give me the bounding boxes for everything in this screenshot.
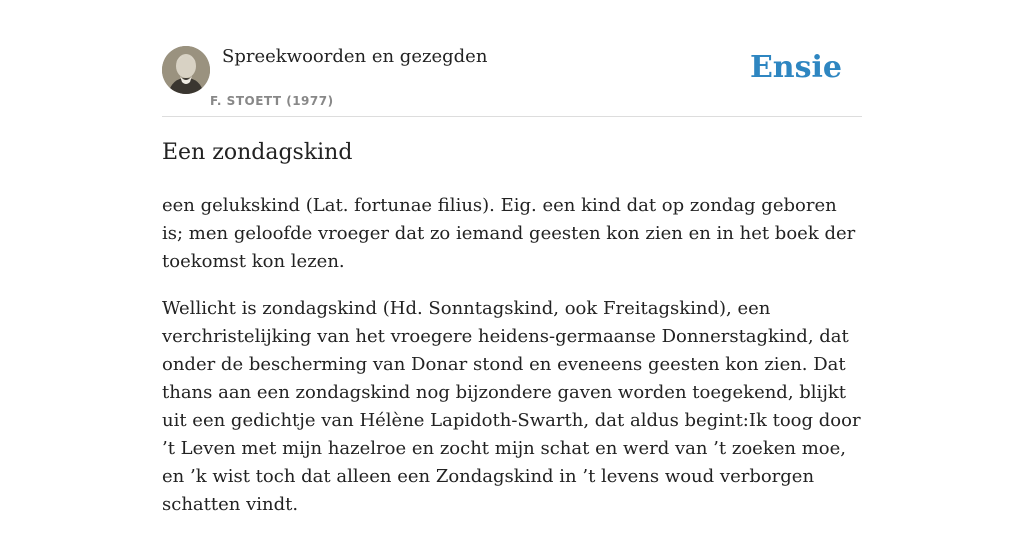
source-author: F. STOETT (1977): [210, 94, 334, 108]
entry-title: Een zondagskind: [162, 140, 353, 165]
source-header: [162, 46, 862, 117]
author-avatar[interactable]: [162, 46, 210, 94]
entry-paragraph: een gelukskind (Lat. fortunae filius). Eig. een kind dat op zondag geboren is; men geloofde vroeger dat zo iemand geesten kon zien en in het boek der toekomst kon lezen.: [162, 195, 856, 272]
ensie-logo[interactable]: Ensie: [749, 50, 842, 85]
author-portrait-icon: [162, 46, 210, 94]
entry-paragraph: Wellicht is zondagskind (Hd. Sonntagskind, ook Freitagskind), een verchristelijking van het vroegere heidens-germaanse Donnerstagkind, dat onder de bescherming van Donar stond en eveneens geesten kon zien. Dat thans aan een zondagskind nog bijzondere gaven worden toegekend, blijkt uit een gedichtje van Hélène Lapidoth-Swarth, dat aldus begint:Ik toog door ’t Leven met mijn hazelroe en zocht mijn schat en werd van ’t zoeken moe, en ’k wist toch dat alleen een Zondagskind in ’t levens woud verborgen schatten vindt.: [162, 298, 861, 515]
source-title[interactable]: Spreekwoorden en gezegden: [222, 46, 488, 67]
entry-content: [162, 192, 862, 538]
